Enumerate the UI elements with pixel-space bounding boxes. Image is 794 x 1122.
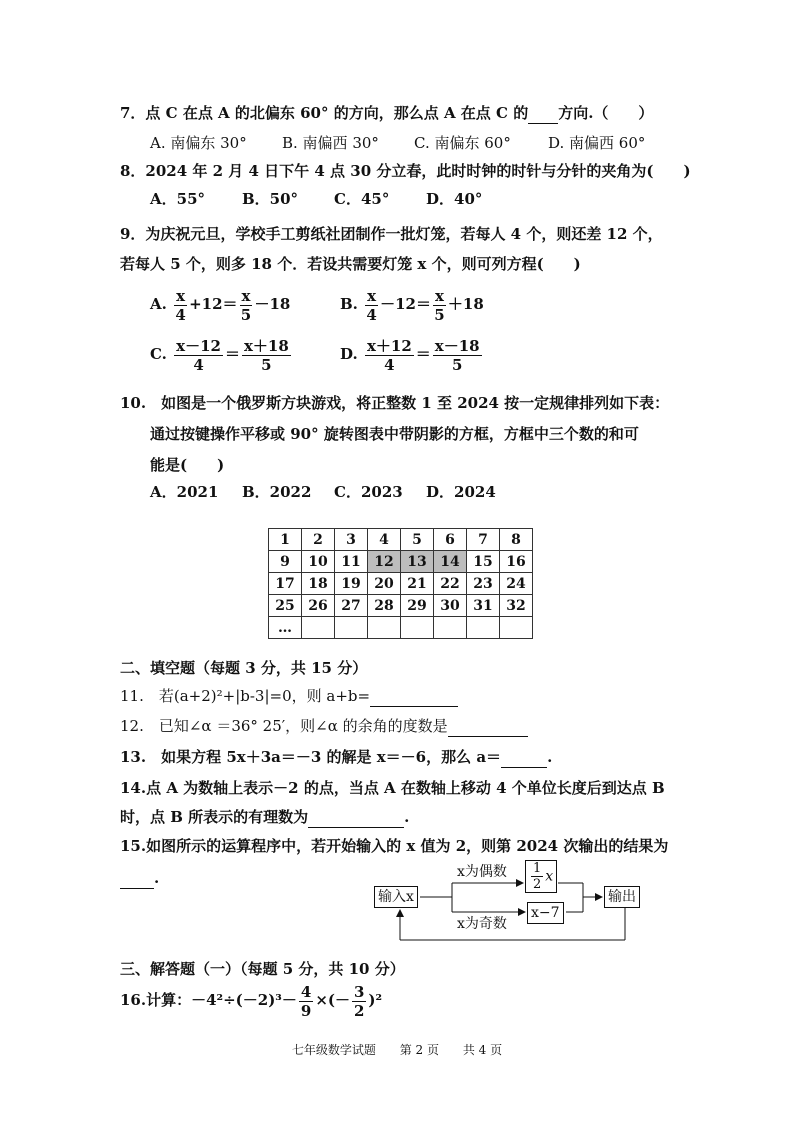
q15-line2: .	[120, 867, 159, 889]
table-cell: 11	[335, 551, 368, 573]
fraction: $\frac{3}{2}$	[353, 982, 365, 1020]
q7-option-b[interactable]: B. 南偏西 30°	[282, 134, 379, 152]
q12-answer-blank[interactable]	[448, 720, 528, 737]
footer-subject: 七年级数学试题	[291, 1043, 376, 1057]
table-cell: 28	[368, 595, 401, 617]
fraction: $\frac{x-18}{5}$	[434, 336, 480, 374]
fraction: $\frac{x}{5}$	[240, 286, 252, 324]
table-cell: 25	[269, 595, 302, 617]
footer-total-pages: 共 4 页	[462, 1043, 503, 1057]
q11-answer-blank[interactable]	[370, 690, 458, 707]
q10-line3: 能是( )	[150, 456, 225, 474]
table-cell	[302, 617, 335, 639]
q8-option-b[interactable]: B．50°	[242, 190, 299, 208]
table-cell: 8	[500, 529, 533, 551]
q15-answer-blank[interactable]	[120, 872, 154, 889]
table-cell: 3	[335, 529, 368, 551]
fraction: $\frac{x+12}{4}$	[366, 336, 412, 374]
table-cell: 2	[302, 529, 335, 551]
fraction: $\frac{x-12}{4}$	[176, 336, 221, 374]
fraction: $\frac{4}{9}$	[300, 982, 312, 1020]
q14-answer-blank[interactable]	[308, 811, 404, 828]
q11-stem: 11. 若(a+2)²+|b-3|=0，则 a+b=	[120, 685, 458, 707]
shaded-cell[interactable]: 14	[434, 551, 467, 573]
table-cell: 22	[434, 573, 467, 595]
q7-option-c[interactable]: C. 南偏东 60°	[414, 134, 511, 152]
table-cell: 17	[269, 573, 302, 595]
table-row	[269, 551, 533, 573]
flow-output-box: 输出	[604, 886, 640, 908]
table-row	[269, 573, 533, 595]
table-cell: 31	[467, 595, 500, 617]
q14-line2: 时，点 B 所表示的有理数为 .	[120, 808, 410, 826]
table-cell: 4	[368, 529, 401, 551]
table-cell: 6	[434, 529, 467, 551]
table-cell	[434, 617, 467, 639]
q9-line2: 若每人 5 个，则多 18 个．若设共需要灯笼 x 个，则可列方程( )	[120, 255, 581, 273]
q7-option-a[interactable]: A. 南偏东 30°	[150, 134, 247, 152]
fraction: $\frac{x}{5}$	[434, 286, 445, 324]
q10-option-a[interactable]: A．2021	[150, 483, 219, 501]
q16-expression: 16.计算：－4²÷(－2)³－ $\frac{4}{9}$ ×(－ $\frac{3}{2}$ )²	[120, 982, 383, 1020]
q12-stem: 12. 已知∠α ＝36° 25′，则∠α 的余角的度数是	[120, 715, 528, 737]
table-cell: 21	[401, 573, 434, 595]
q10-line2: 通过按键操作平移或 90° 旋转图表中带阴影的方框，方框中三个数的和可	[150, 425, 639, 443]
table-cell: 1	[269, 529, 302, 551]
table-cell	[467, 617, 500, 639]
q10-option-b[interactable]: B．2022	[242, 483, 312, 501]
section-heading-fill-in: 二、填空题（每题 3 分，共 15 分）	[120, 659, 368, 677]
q13-stem: 13. 如果方程 5x＋3a＝－3 的解是 x＝－6，那么 a＝ .	[120, 748, 553, 766]
q8-option-c[interactable]: C．45°	[334, 190, 390, 208]
table-cell: 29	[401, 595, 434, 617]
table-cell	[401, 617, 434, 639]
q9-option-a[interactable]: A. $\frac{x}{4}$ +12＝ $\frac{x}{5}$ －18	[150, 286, 291, 324]
q8-option-a[interactable]: A．55°	[150, 190, 206, 208]
table-cell: 30	[434, 595, 467, 617]
q14-line1: 14.点 A 为数轴上表示－2 的点，当点 A 在数轴上移动 4 个单位长度后到达点 B	[120, 779, 665, 797]
table-cell: 26	[302, 595, 335, 617]
section-heading-solve: 三、解答题（一）（每题 5 分，共 10 分）	[120, 960, 405, 978]
table-row	[269, 617, 533, 639]
shaded-cell[interactable]: 12	[368, 551, 401, 573]
table-cell	[500, 617, 533, 639]
q10-option-d[interactable]: D．2024	[426, 483, 496, 501]
fraction: $\frac{x}{4}$	[175, 286, 186, 324]
q15-line1: 15.如图所示的运算程序中，若开始输入的 x 值为 2，则第 2024 次输出的结果为	[120, 837, 669, 855]
table-cell: 27	[335, 595, 368, 617]
footer-page-number: 第 2 页	[399, 1043, 439, 1057]
q7-answer-blank[interactable]	[528, 107, 558, 124]
shaded-cell[interactable]: 13	[401, 551, 434, 573]
q10-option-c[interactable]: C．2023	[334, 483, 403, 501]
fraction: $\frac{1}{2}$	[533, 861, 542, 892]
table-cell: 9	[269, 551, 302, 573]
table-cell: 7	[467, 529, 500, 551]
q8-option-d[interactable]: D．40°	[426, 190, 483, 208]
q9-option-b[interactable]: B. $\frac{x}{4}$ －12＝ $\frac{x}{5}$ ＋18	[340, 286, 484, 324]
table-cell	[335, 617, 368, 639]
table-cell: 15	[467, 551, 500, 573]
table-cell: 5	[401, 529, 434, 551]
q9-option-d[interactable]: D. $\frac{x+12}{4}$ ＝ $\frac{x-18}{5}$	[340, 336, 480, 374]
q7-option-d[interactable]: D. 南偏西 60°	[548, 134, 646, 152]
fraction: $\frac{x}{4}$	[366, 286, 377, 324]
q7-stem: 7．点 C 在点 A 的北偏东 60° 的方向，那么点 A 在点 C 的 方向.（ ）	[120, 104, 654, 122]
table-cell: 24	[500, 573, 533, 595]
table-cell: …	[269, 617, 302, 639]
table-cell: 19	[335, 573, 368, 595]
table-cell: 23	[467, 573, 500, 595]
table-cell: 20	[368, 573, 401, 595]
flow-odd-label: x为奇数	[457, 916, 507, 932]
q10-line1: 10. 如图是一个俄罗斯方块游戏，将正整数 1 至 2024 按一定规律排列如下表：	[120, 394, 670, 412]
flow-input-box: 输入x	[374, 886, 418, 908]
q8-stem: 8．2024 年 2 月 4 日下午 4 点 30 分立春，此时时钟的时针与分针的夹角为( )	[120, 162, 691, 180]
fraction: $\frac{x+18}{5}$	[243, 336, 289, 374]
table-cell: 16	[500, 551, 533, 573]
table-cell: 18	[302, 573, 335, 595]
table-row	[269, 595, 533, 617]
table-cell	[368, 617, 401, 639]
flow-minus-box: x−7	[527, 902, 564, 924]
table-cell: 10	[302, 551, 335, 573]
q9-line1: 9．为庆祝元旦，学校手工剪纸社团制作一批灯笼，若每人 4 个，则还差 12 个，	[120, 225, 663, 243]
q9-option-c[interactable]: C. $\frac{x-12}{4}$ ＝ $\frac{x+18}{5}$	[150, 336, 289, 374]
q13-answer-blank[interactable]	[501, 751, 547, 768]
table-cell: 32	[500, 595, 533, 617]
table-row	[269, 529, 533, 551]
flow-half-box: $\frac{1}{2}$ x	[525, 860, 557, 893]
page-footer	[0, 1041, 794, 1058]
number-grid-table	[268, 528, 533, 639]
flow-even-label: x为偶数	[457, 864, 507, 880]
